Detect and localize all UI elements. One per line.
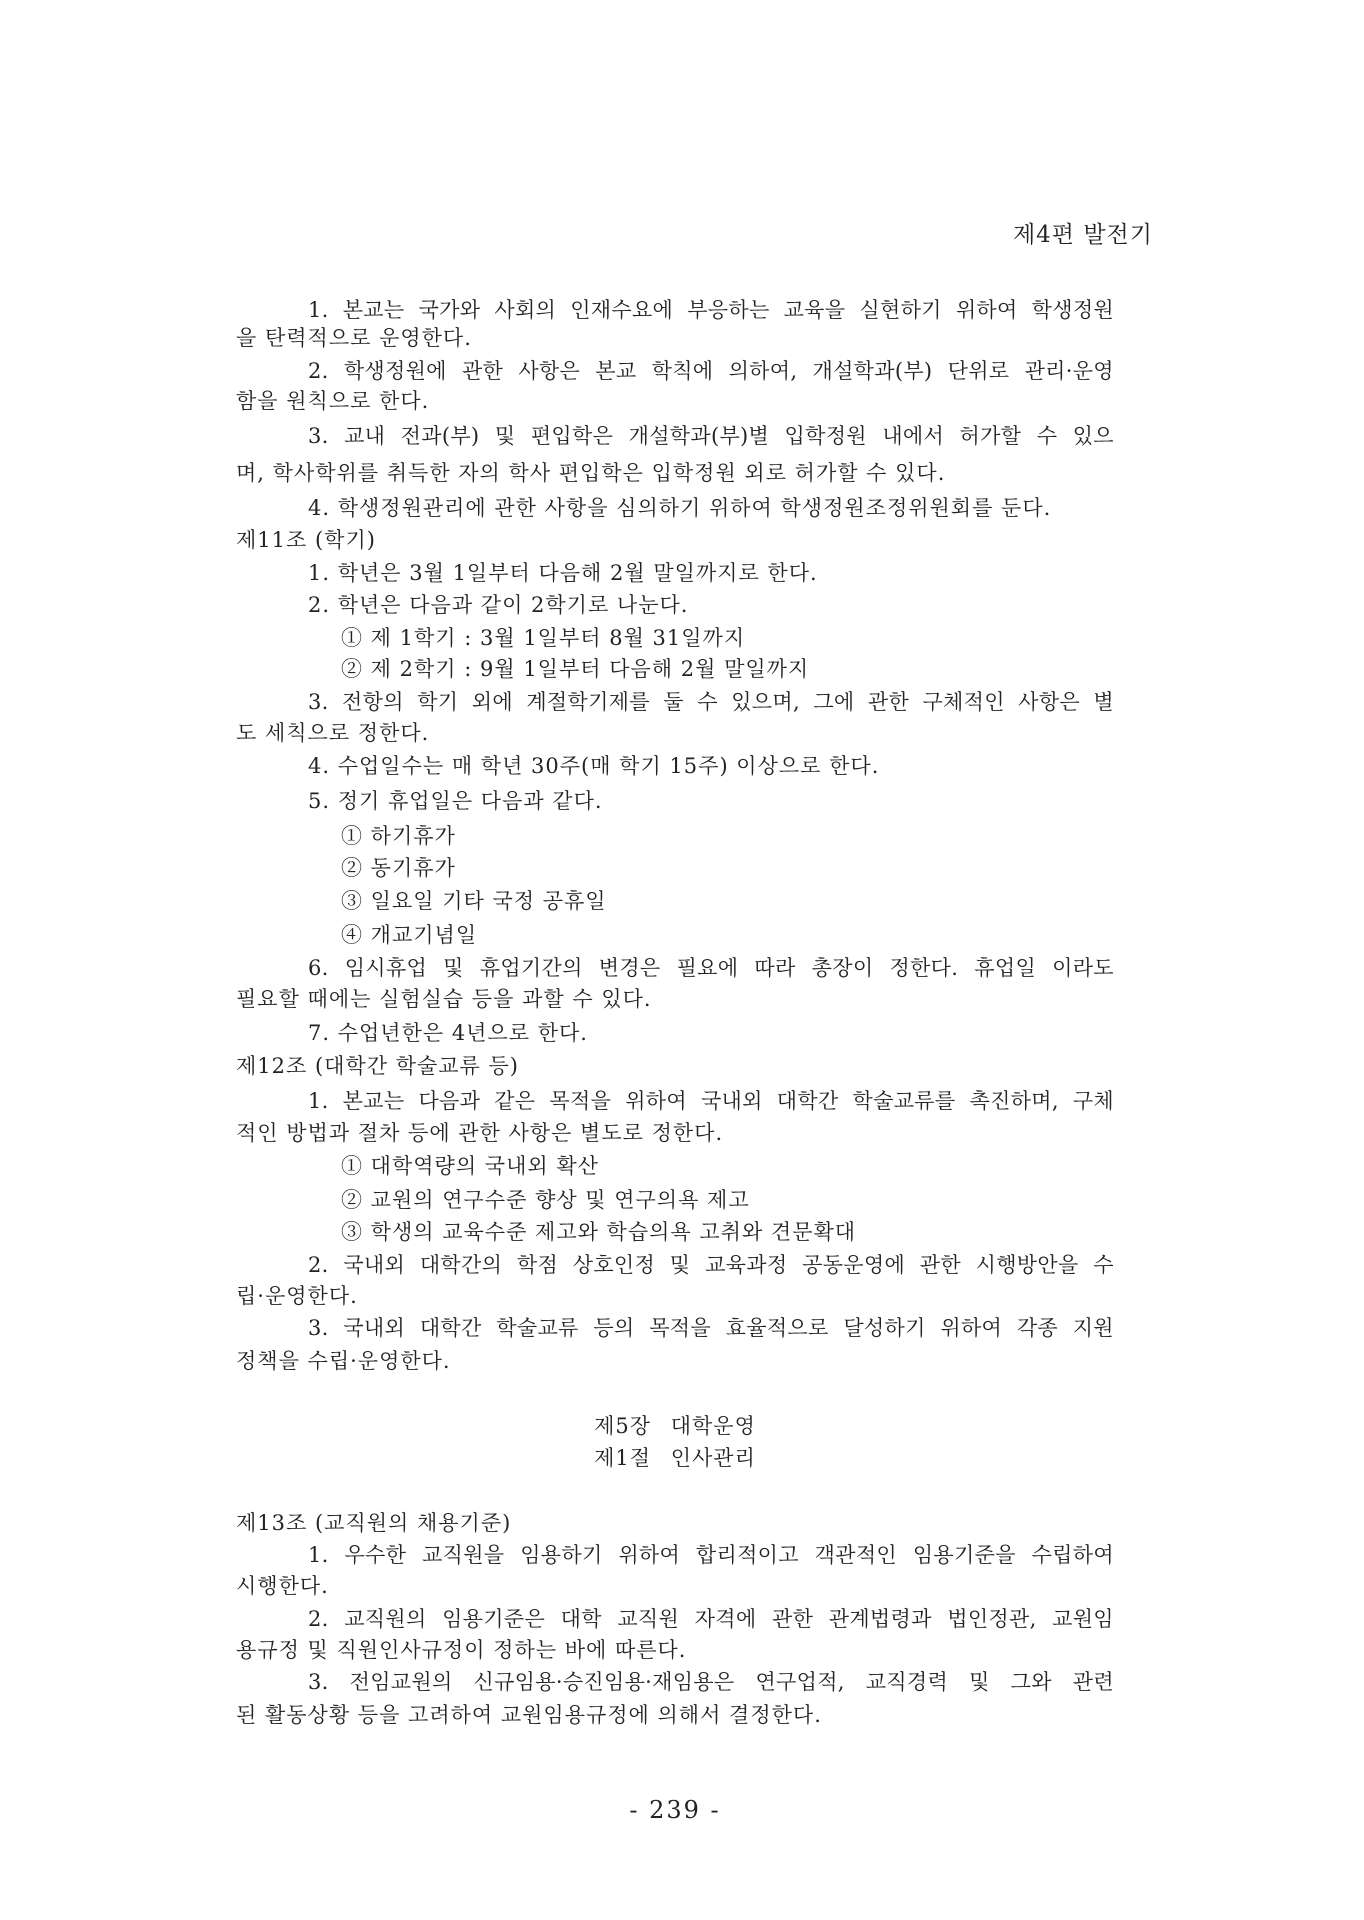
article-13-clause-3-line-1 xyxy=(308,1666,1114,1698)
word: 각종 xyxy=(1016,1316,1058,1340)
word: 수 xyxy=(1036,424,1058,448)
page-number: - 239 - xyxy=(629,1796,721,1824)
word: 1. xyxy=(308,1089,329,1113)
word: 입학정원 xyxy=(784,424,867,448)
article-12-clause-1-subitem-1: ① 대학역량의 국내외 확산 xyxy=(341,1154,599,1178)
word: 부응하는 xyxy=(687,298,770,322)
word: 교직경력 xyxy=(865,1670,949,1694)
word: 학점 xyxy=(516,1253,559,1277)
word: 교원임 xyxy=(1052,1607,1114,1631)
word: 임용하기 xyxy=(520,1543,603,1567)
word: 정한다. xyxy=(889,956,959,980)
word: 있으며, xyxy=(731,690,800,714)
word: 1. xyxy=(308,1543,329,1567)
word: 위하여 xyxy=(625,1089,687,1113)
word: 및 xyxy=(969,1670,990,1694)
word: 학생정원 xyxy=(1031,298,1114,322)
word: 상호인정 xyxy=(572,1253,656,1277)
word: 위하여 xyxy=(940,1316,1003,1340)
article-11-heading: 제11조 (학기) xyxy=(236,528,376,552)
word: 자격에 xyxy=(694,1607,757,1631)
word: 국내외 xyxy=(700,1089,763,1113)
word: 휴업일 xyxy=(974,956,1037,980)
word: 본교 xyxy=(595,359,637,383)
article-11-clause-3-line-2: 도 세칙으로 정한다. xyxy=(236,721,430,745)
word: 교육과정 xyxy=(705,1253,788,1277)
word: 촉진하며, xyxy=(969,1089,1059,1113)
word: 대학간 xyxy=(776,1089,839,1113)
word: 2. xyxy=(308,359,329,383)
word: 및 xyxy=(669,1253,691,1277)
word: 관련 xyxy=(1072,1670,1114,1694)
word: 합리적이고 xyxy=(695,1543,799,1567)
clause-4-line-1: 4. 학생정원관리에 관한 사항을 심의하기 위하여 학생정원조정위원회를 둔다. xyxy=(308,496,1052,520)
word: 같은 xyxy=(494,1089,536,1113)
article-13-clause-2-line-1 xyxy=(308,1603,1114,1635)
article-11-clause-4: 4. 수업일수는 매 학년 30주(매 학기 15주) 이상으로 한다. xyxy=(308,754,880,778)
word: 전임교원의 xyxy=(349,1670,453,1694)
word: 교내 xyxy=(344,424,386,448)
article-13-clause-3-line-2: 된 활동상황 등을 고려하여 교원임용규정에 의해서 결정한다. xyxy=(236,1703,822,1727)
word: 편입학은 xyxy=(530,424,614,448)
word: 대학간 xyxy=(419,1316,482,1340)
word: 관한 xyxy=(772,1607,814,1631)
word: 휴업기간의 xyxy=(479,956,583,980)
word: 3. xyxy=(308,1316,329,1340)
word: 외에 xyxy=(471,690,513,714)
word: 3. xyxy=(308,690,329,714)
article-12-clause-1-subitem-2: ② 교원의 연구수준 향상 및 연구의욕 제고 xyxy=(341,1188,750,1212)
word: 공동운영에 xyxy=(802,1253,906,1277)
word: 법인정관, xyxy=(947,1607,1037,1631)
word: 관리·운영 xyxy=(1024,359,1114,383)
article-13-clause-2-line-2: 용규정 및 직원인사규정이 정하는 바에 따른다. xyxy=(236,1638,687,1662)
article-12-clause-3-line-1 xyxy=(308,1312,1114,1344)
word: 교육을 xyxy=(783,298,846,322)
word: 내에서 xyxy=(882,424,945,448)
word: 등의 xyxy=(593,1316,635,1340)
section-title: 제1절 인사관리 xyxy=(594,1446,756,1470)
chapter-title: 제5장 대학운영 xyxy=(594,1414,756,1438)
word: 따라 xyxy=(754,956,796,980)
word: 목적을 xyxy=(549,1089,612,1113)
word: 관한 xyxy=(919,1253,961,1277)
word: 전과(부) xyxy=(400,424,480,448)
word: 임시휴업 xyxy=(344,956,428,980)
word: 및 xyxy=(494,424,516,448)
word: 전항의 xyxy=(342,690,404,714)
word: 개설학과(부)별 xyxy=(628,424,770,448)
word: 위하여 xyxy=(618,1543,681,1567)
word: 교직원의 xyxy=(344,1607,427,1631)
clause-3-line-2: 며, 학사학위를 취득한 자의 학사 편입학은 입학정원 외로 허가할 수 있다. xyxy=(236,461,946,485)
word: 구체적인 xyxy=(922,690,1005,714)
word: 임용기준을 xyxy=(912,1543,1016,1567)
word: 있으 xyxy=(1072,424,1114,448)
word: 및 xyxy=(443,956,464,980)
word: 달성하기 xyxy=(843,1316,926,1340)
word: 별 xyxy=(1093,690,1114,714)
word: 임용기준은 xyxy=(442,1607,546,1631)
word: 단위로 xyxy=(947,359,1010,383)
word: 대학간의 xyxy=(419,1253,503,1277)
word: 학술교류 xyxy=(496,1316,579,1340)
article-12-clause-2-line-1 xyxy=(308,1249,1114,1281)
word: 계절학기제를 xyxy=(526,690,650,714)
article-11-clause-5-subitem-3: ③ 일요일 기타 국정 공휴일 xyxy=(341,889,607,913)
article-12-clause-1-subitem-3: ③ 학생의 교육수준 제고와 학습의욕 고취와 견문확대 xyxy=(341,1220,857,1244)
article-12-clause-1-line-1 xyxy=(308,1085,1114,1117)
article-13-heading: 제13조 (교직원의 채용기준) xyxy=(236,1511,512,1535)
article-12-clause-1-line-2: 적인 방법과 절차 등에 관한 사항은 별도로 정한다. xyxy=(236,1121,724,1145)
article-11-clause-1: 1. 학년은 3월 1일부터 다음해 2월 말일까지로 한다. xyxy=(308,561,818,585)
word: 객관적인 xyxy=(814,1543,898,1567)
article-11-clause-6-line-2: 필요할 때에는 실험실습 등을 과할 수 있다. xyxy=(236,987,652,1011)
article-11-clause-2-subitem-2: ② 제 2학기 : 9월 1일부터 다음해 2월 말일까지 xyxy=(341,657,810,681)
word: 학칙에 xyxy=(651,359,714,383)
word: 인재수요에 xyxy=(570,298,674,322)
word: 3. xyxy=(308,1670,329,1694)
word: 국내외 xyxy=(343,1253,406,1277)
word: 신규임용·승진임용·재임용은 xyxy=(473,1670,735,1694)
word: 위하여 xyxy=(955,298,1018,322)
word: 관계법령과 xyxy=(828,1607,932,1631)
word: 개설학과(부) xyxy=(812,359,933,383)
article-11-clause-5: 5. 정기 휴업일은 다음과 같다. xyxy=(308,789,603,813)
word: 2. xyxy=(308,1607,329,1631)
word: 교직원을 xyxy=(422,1543,505,1567)
word: 우수한 xyxy=(344,1543,407,1567)
word: 2. xyxy=(308,1253,329,1277)
article-11-clause-2: 2. 학년은 다음과 같이 2학기로 나눈다. xyxy=(308,593,689,617)
word: 필요에 xyxy=(676,956,739,980)
word: 의하여, xyxy=(728,359,798,383)
word: 수 xyxy=(697,690,718,714)
word: 총장이 xyxy=(811,956,874,980)
word: 관한 xyxy=(461,359,504,383)
word: 국가와 xyxy=(418,298,481,322)
article-11-clause-7: 7. 수업년한은 4년으로 한다. xyxy=(308,1021,588,1045)
word: 수립하여 xyxy=(1031,1543,1114,1567)
word: 관한 xyxy=(867,690,910,714)
article-11-clause-3-line-1 xyxy=(308,686,1114,718)
word: 교직원 xyxy=(617,1607,680,1631)
word: 6. xyxy=(308,956,329,980)
word: 시행방안을 xyxy=(975,1253,1079,1277)
word: 그에 xyxy=(813,690,855,714)
clause-2-line-2: 함을 원칙으로 한다. xyxy=(236,389,430,413)
word: 지원 xyxy=(1072,1316,1114,1340)
word: 본교는 xyxy=(342,1089,405,1113)
article-11-clause-5-subitem-2: ② 동기휴가 xyxy=(341,856,456,880)
article-13-clause-1-line-2: 시행한다. xyxy=(236,1574,329,1598)
word: 1. xyxy=(308,298,329,322)
word: 사회의 xyxy=(494,298,557,322)
clause-2-line-1 xyxy=(308,355,1114,387)
clause-1-line-2: 을 탄력적으로 운영한다. xyxy=(236,326,472,350)
word: 허가할 xyxy=(959,424,1022,448)
word: 국내외 xyxy=(343,1316,406,1340)
word: 연구업적, xyxy=(755,1670,845,1694)
clause-3-line-1 xyxy=(308,420,1114,452)
word: 사항은 xyxy=(518,359,581,383)
word: 목적을 xyxy=(649,1316,711,1340)
article-11-clause-5-subitem-4: ④ 개교기념일 xyxy=(341,923,478,947)
word: 둘 xyxy=(663,690,684,714)
word: 그와 xyxy=(1010,1670,1052,1694)
word: 다음과 xyxy=(418,1089,481,1113)
word: 효율적으로 xyxy=(725,1316,829,1340)
article-12-clause-3-line-2: 정책을 수립·운영한다. xyxy=(236,1349,451,1373)
word: 실현하기 xyxy=(859,298,942,322)
running-header: 제4편 발전기 xyxy=(1012,222,1153,248)
word: 학생정원에 xyxy=(343,359,447,383)
article-12-clause-2-line-2: 립·운영한다. xyxy=(236,1284,358,1308)
article-11-clause-6-line-1 xyxy=(308,952,1114,984)
word: 학기 xyxy=(417,690,459,714)
article-11-clause-5-subitem-1: ① 하기휴가 xyxy=(341,824,456,848)
word: 구체 xyxy=(1072,1089,1114,1113)
word: 변경은 xyxy=(598,956,661,980)
word: 대학 xyxy=(560,1607,602,1631)
article-13-clause-1-line-1 xyxy=(308,1539,1114,1571)
article-12-heading: 제12조 (대학간 학술교류 등) xyxy=(236,1054,519,1078)
word: 3. xyxy=(308,424,329,448)
article-11-clause-2-subitem-1: ① 제 1학기 : 3월 1일부터 8월 31일까지 xyxy=(341,626,746,650)
word: 본교는 xyxy=(342,298,405,322)
word: 사항은 xyxy=(1018,690,1080,714)
word: 이라도 xyxy=(1052,956,1114,980)
word: 학술교류를 xyxy=(852,1089,956,1113)
word: 수 xyxy=(1093,1253,1114,1277)
